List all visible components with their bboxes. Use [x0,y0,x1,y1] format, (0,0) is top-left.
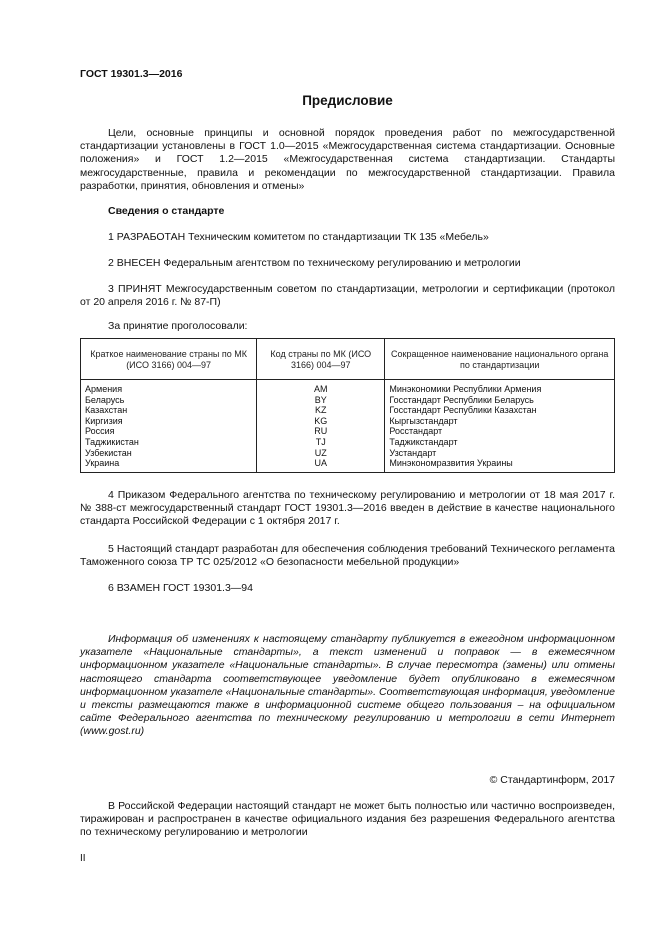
table-row [81,405,615,416]
cell-code: TJ [257,437,385,448]
table-row [81,437,615,448]
cell-country: Армения [81,380,257,395]
changes-notice: Информация об изменениях к настоящему стандарту публикуется в ежегодном информационном указателе «Национальные стандарты», а текст изменений и поправок — в ежемесячном информационном указателе «Национальные стандарты». В случае пересмотра (замены) или отмены настоящего стандарта соответствующее уведомление будет опубликовано в ежемесячном информационном указателе «Национальные стандарты». Соответствующая информация, уведомление и тексты размещаются также в информационной системе общего пользования – на официальном сайте Федерального агентства по техническому регулированию и метрологии в сети Интернет (www.gost.ru) [80,633,615,738]
item-adopted: 3 ПРИНЯТ Межгосударственным советом по стандартизации, метрологии и сертификации (протокол от 20 апреля 2016 г. № 87-П) [80,283,615,309]
cell-code: RU [257,426,385,437]
cell-code: KG [257,416,385,427]
cell-code: UA [257,458,385,472]
cell-code: AM [257,380,385,395]
item-purpose: 5 Настоящий стандарт разработан для обеспечения соблюдения требований Технического регламента Таможенного союза ТР ТС 025/2012 «О безопасности мебельной продукции» [80,543,615,569]
cell-code: KZ [257,405,385,416]
table-row [81,395,615,406]
standard-info-heading: Сведения о стандарте [108,205,225,217]
cell-body: Госстандарт Республики Беларусь [385,395,615,406]
header-body: Сокращенное наименование национального органа по стандартизации [385,339,615,380]
item-replaces: 6 ВЗАМЕН ГОСТ 19301.3—94 [108,582,253,594]
table-body [81,380,615,473]
cell-body: Минэкономразвития Украины [385,458,615,472]
header-code: Код страны по МК (ИСО 3166) 004—97 [257,339,385,380]
reproduction-notice: В Российской Федерации настоящий стандарт не может быть полностью или частично воспроизведен, тиражирован и распространен в качестве официального издания без разрешения Федерального агентства по техническому регулированию и метрологии [80,800,615,839]
page-title: Предисловие [302,93,393,108]
table-row [81,448,615,459]
table-header-row [81,339,615,380]
cell-country: Казахстан [81,405,257,416]
cell-country: Россия [81,426,257,437]
item-developed: 1 РАЗРАБОТАН Техническим комитетом по стандартизации ТК 135 «Мебель» [108,231,489,243]
cell-country: Украина [81,458,257,472]
cell-body: Таджикстандарт [385,437,615,448]
table-row [81,380,615,395]
cell-body: Госстандарт Республики Казахстан [385,405,615,416]
item-order: 4 Приказом Федерального агентства по техническому регулированию и метрологии от 18 мая 2017 г. № 388-ст межгосударственный стандарт ГОСТ 19301.3—2016 введен в действие в качестве национального стандарта Российской Федерации с 1 октября 2017 г. [80,489,615,528]
header-country: Краткое наименование страны по МК (ИСО 3166) 004—97 [81,339,257,380]
voting-table [80,338,615,473]
item-introduced: 2 ВНЕСЕН Федеральным агентством по техническому регулированию и метрологии [108,257,521,269]
table-row [81,458,615,472]
page-number: II [80,853,86,864]
document-code: ГОСТ 19301.3—2016 [80,68,183,80]
cell-country: Киргизия [81,416,257,427]
cell-country: Таджикистан [81,437,257,448]
cell-body: Минэкономики Республики Армения [385,380,615,395]
cell-code: UZ [257,448,385,459]
copyright: © Стандартинформ, 2017 [489,774,615,786]
table-row [81,416,615,427]
cell-body: Кыргызстандарт [385,416,615,427]
cell-body: Узстандарт [385,448,615,459]
voted-label: За принятие проголосовали: [108,320,248,332]
cell-code: BY [257,395,385,406]
table-row [81,426,615,437]
cell-country: Узбекистан [81,448,257,459]
intro-paragraph: Цели, основные принципы и основной порядок проведения работ по межгосударственной стандартизации установлены в ГОСТ 1.0—2015 «Межгосударственная система стандартизации. Основные положения» и ГОСТ 1.2—2015 «Межгосударственная система стандартизации. Стандарты межгосударственные, правила и рекомендации по межгосударственной стандартизации. Правила разработки, принятия, обновления и отмены» [80,127,615,192]
cell-country: Беларусь [81,395,257,406]
cell-body: Росстандарт [385,426,615,437]
